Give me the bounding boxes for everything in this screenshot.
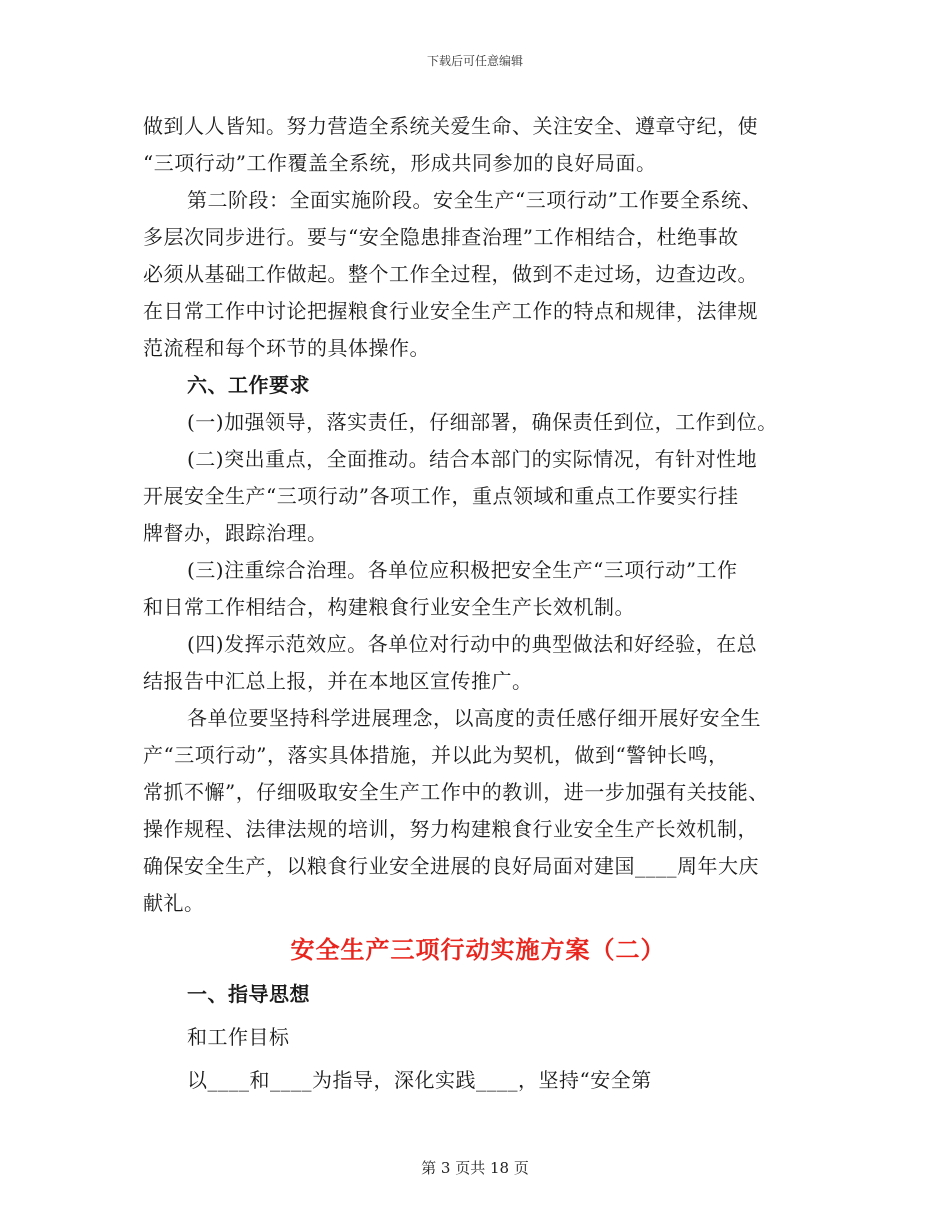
paragraph-line: 操作规程、法律法规的培训，努力构建粮食行业安全生产长效机制， (143, 817, 758, 841)
page-footer: 第 3 页共 18 页 (421, 1159, 529, 1177)
paragraph-line: 做到人人皆知。努力营造全系统关爱生命、关注安全、遵章守纪，使 (143, 114, 758, 138)
paragraph-line: 各单位要坚持科学进展理念，以高度的责任感仔细开展好安全生 (187, 706, 761, 730)
paragraph-line: 第二阶段：全面实施阶段。安全生产“三项行动”工作要全系统、 (187, 188, 762, 212)
section-title: 安全生产三项行动实施方案（二） (290, 936, 666, 964)
paragraph-line: 常抓不懈”，仔细吸取安全生产工作中的教训，进一步加强有关技能、 (143, 780, 769, 804)
section-heading: 一、指导思想 (187, 982, 310, 1006)
document-body (143, 108, 813, 1099)
paragraph-line: 在日常工作中讨论把握粮食行业安全生产工作的特点和规律，法律规 (143, 299, 758, 323)
section-heading: 六、工作要求 (187, 373, 310, 397)
paragraph-line: 结报告中汇总上报，并在本地区宣传推广。 (143, 669, 533, 693)
paragraph-line: 开展安全生产“三项行动”各项工作，重点领域和重点工作要实行挂 (143, 484, 739, 508)
paragraph-line: 献礼。 (143, 891, 205, 915)
paragraph-line: 确保安全生产，以粮食行业安全进展的良好局面对建国____周年大庆 (143, 854, 759, 878)
paragraph-line: (四)发挥示范效应。各单位对行动中的典型做法和好经验，在总 (187, 632, 758, 656)
paragraph-line: 以____和____为指导，深化实践____，坚持“安全第 (187, 1068, 652, 1092)
paragraph-line: (三)注重综合治理。各单位应积极把安全生产“三项行动”工作 (187, 558, 738, 582)
page-header: 下载后可任意编辑 (426, 54, 523, 68)
paragraph-line: 多层次同步进行。要与“安全隐患排查治理”工作相结合，杜绝事故 (143, 225, 739, 249)
paragraph-line: (一)加强领导，落实责任，仔细部署，确保责任到位，工作到位。 (187, 410, 778, 434)
paragraph-line: 牌督办，跟踪治理。 (143, 521, 328, 545)
paragraph-line: 和日常工作相结合，构建粮食行业安全生产长效机制。 (143, 595, 635, 619)
paragraph-line: (二)突出重点，全面推动。结合本部门的实际情况，有针对性地 (187, 447, 758, 471)
paragraph-line: 必须从基础工作做起。整个工作全过程，做到不走过场，边查边改。 (143, 262, 758, 286)
paragraph-line: “三项行动”工作覆盖全系统，形成共同参加的良好局面。 (143, 151, 657, 175)
paragraph-line: 和工作目标 (187, 1025, 290, 1049)
paragraph-line: 产“三项行动”，落实具体措施，并以此为契机，做到“警钟长鸣， (143, 743, 729, 767)
paragraph-line: 范流程和每个环节的具体操作。 (143, 336, 430, 360)
